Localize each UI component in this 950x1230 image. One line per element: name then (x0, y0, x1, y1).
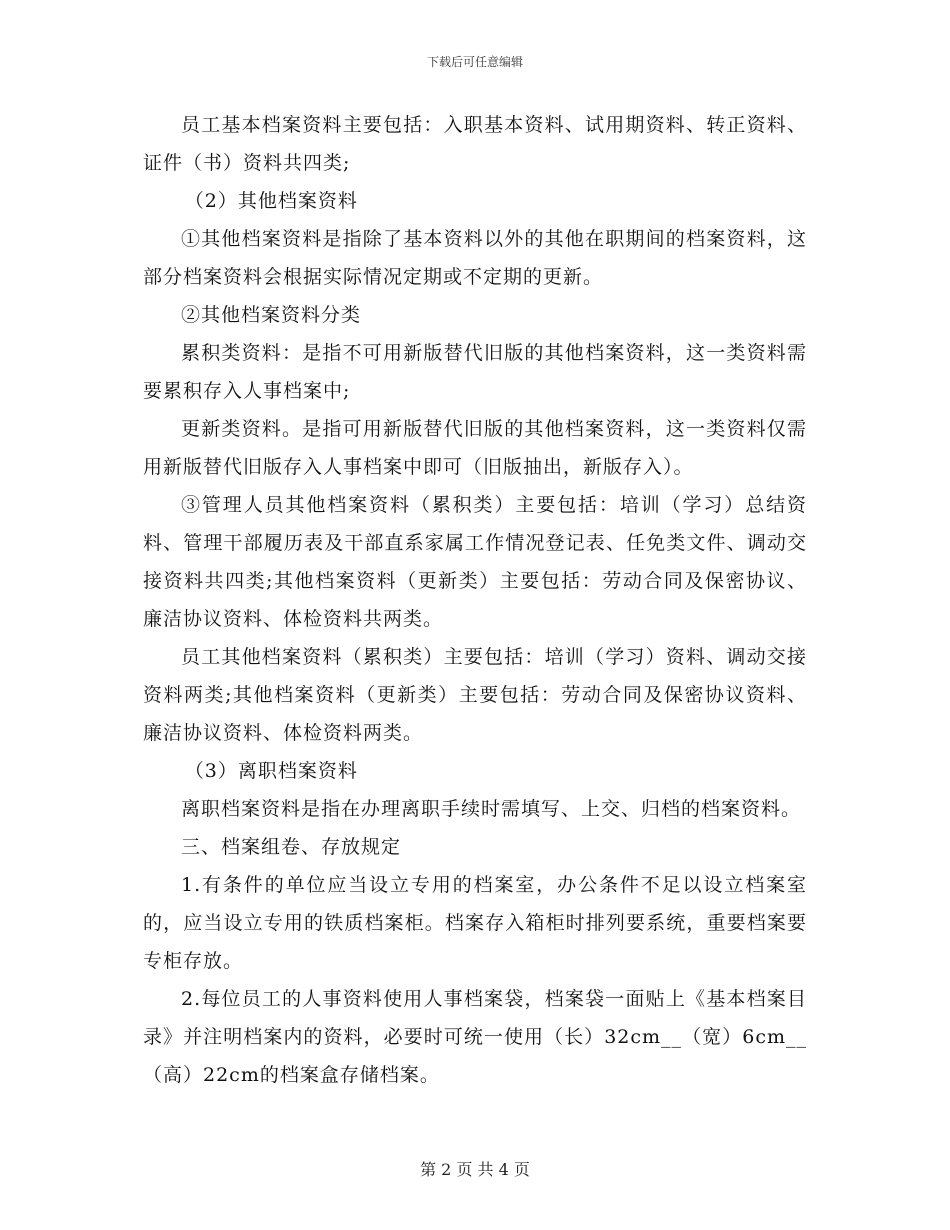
page-footer: 第 2 页 共 4 页 (420, 1160, 530, 1179)
document-body (143, 106, 807, 1094)
paragraph: 员工其他档案资料（累积类）主要包括：培训（学习）资料、调动交接资料两类;其他档案资料（更新类）主要包括：劳动合同及保密协议资料、廉洁协议资料、体检资料两类。 (143, 646, 807, 744)
paragraph: 更新类资料。是指可用新版替代旧版的其他档案资料，这一类资料仅需用新版替代旧版存入人事档案中即可（旧版抽出，新版存入）。 (143, 418, 807, 478)
paragraph: 员工基本档案资料主要包括：入职基本资料、试用期资料、转正资料、证件（书）资料共四类; (143, 114, 807, 174)
paragraph: 1.有条件的单位应当设立专用的档案室，办公条件不足以设立档案室的，应当设立专用的铁质档案柜。档案存入箱柜时排列要系统，重要档案要专柜存放。 (143, 874, 807, 972)
paragraph: 离职档案资料是指在办理离职手续时需填写、上交、归档的档案资料。 (181, 798, 802, 820)
paragraph: ①其他档案资料是指除了基本资料以外的其他在职期间的档案资料，这部分档案资料会根据实际情况定期或不定期的更新。 (143, 228, 807, 288)
paragraph: ③管理人员其他档案资料（累积类）主要包括：培训（学习）总结资料、管理干部履历表及干部直系家属工作情况登记表、任免类文件、调动交接资料共四类;其他档案资料（更新类）主要包括：劳动合同及保密协议、廉洁协议资料、体检资料共两类。 (143, 494, 807, 630)
section-heading: （3）离职档案资料 (184, 760, 358, 782)
paragraph: 2.每位员工的人事资料使用人事档案袋，档案袋一面贴上《基本档案目录》并注明档案内的资料，必要时可统一使用（长）32cm__（宽）6cm__（高）22cm的档案盒存储档案。 (143, 988, 807, 1086)
section-heading: （2）其他档案资料 (184, 190, 358, 212)
paragraph: ②其他档案资料分类 (181, 304, 362, 326)
section-heading: 三、档案组卷、存放规定 (181, 836, 402, 858)
page-header: 下载后可任意编辑 (426, 55, 523, 69)
paragraph: 累积类资料：是指不可用新版替代旧版的其他档案资料，这一类资料需要累积存入人事档案中; (143, 342, 807, 402)
